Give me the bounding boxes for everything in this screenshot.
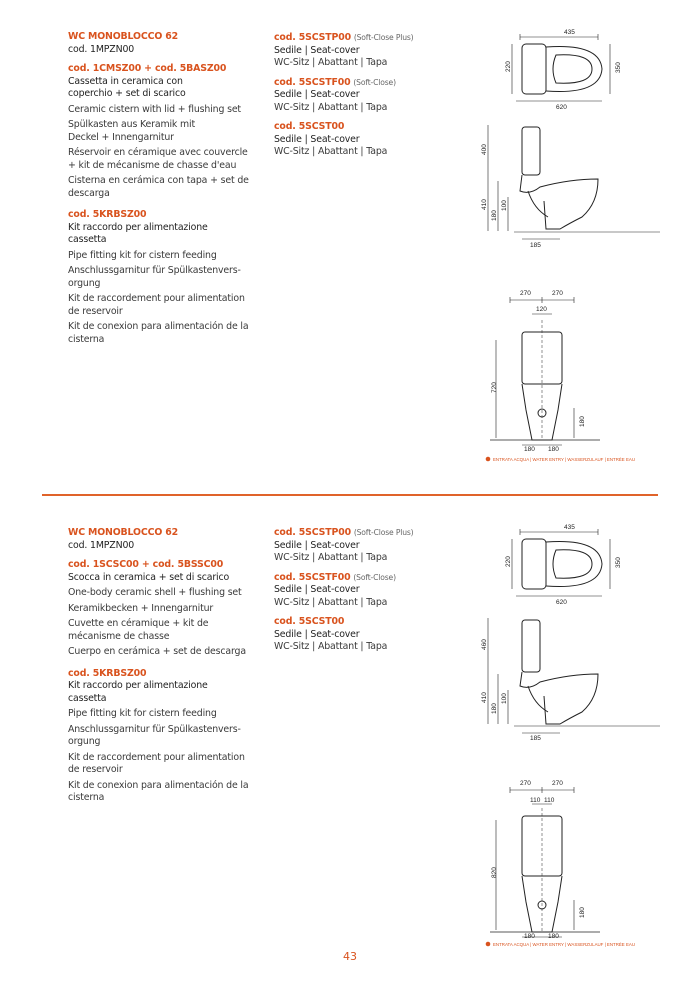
dim-side-h1: 460 (481, 639, 488, 650)
seat3-line2: WC-Sitz | Abattant | Tapa (274, 146, 388, 157)
dim-front-m1: 110 (530, 797, 541, 804)
item1-code: cod. 1SCSC00 + cod. 5BSSC00 (68, 559, 224, 570)
item2-desc-en: Pipe fitting kit for cistern feeding (68, 249, 217, 261)
dim-front-b1: 180 (524, 446, 535, 453)
seat2-note: (Soft-Close) (353, 77, 396, 87)
seat3-line2: WC-Sitz | Abattant | Tapa (274, 641, 388, 652)
seat1-note: (Soft-Close Plus) (353, 33, 414, 42)
seat2-code: cod. 5SCSTF00 (274, 571, 351, 583)
seat1-code: cod. 5SCSTP00 (274, 32, 351, 43)
dim-front-b2: 180 (548, 933, 559, 940)
item1-desc-fr-2: mécanisme de chasse (68, 630, 170, 642)
side-view (488, 125, 660, 239)
water-entry-icon (486, 942, 491, 947)
item2-desc-de-1: Anschlussgarnitur für Spülkastenvers- (68, 265, 241, 276)
dim-front-b2: 180 (548, 446, 559, 453)
item1-desc-fr-1: Cuvette en céramique + kit de (68, 618, 209, 629)
seat1-note: (Soft-Close Plus) (353, 528, 414, 537)
item2-desc-fr-2: de reservoir (68, 764, 123, 775)
seat2-line1: Sedile | Seat-cover (274, 89, 360, 100)
item1-desc-es-2: descarga (68, 187, 110, 199)
dim-top-left: 220 (505, 556, 512, 567)
seat1-line1: Sedile | Seat-cover (274, 44, 360, 56)
legend-water-entry: ENTRATA ACQUA | WATER ENTRY | WASSERZULAUF | ENTRÉE EAU (493, 942, 635, 947)
dim-front-m2: 110 (544, 797, 555, 804)
water-entry-icon (486, 457, 491, 462)
seat1-line2: WC-Sitz | Abattant | Tapa (274, 552, 388, 563)
item2-desc-es-2: cisterna (68, 792, 105, 803)
dim-top-left: 220 (505, 61, 512, 72)
dim-side-h4: 100 (501, 200, 508, 211)
product-code: cod. 1MPZN00 (68, 539, 135, 551)
item2-desc-fr-1: Kit de raccordement pour alimentation (68, 751, 245, 763)
item2-desc-es-1: Kit de conexion para alimentación de la (68, 779, 249, 791)
item2-desc-de-1: Anschlussgarnitur für Spülkastenvers- (68, 723, 241, 735)
dim-front-side: 180 (579, 416, 586, 427)
dim-top-bottom: 620 (556, 599, 567, 606)
dim-top-bottom: 620 (556, 104, 567, 111)
item1-desc-it-1: Cassetta in ceramica con (68, 75, 183, 87)
seat3-line1: Sedile | Seat-cover (274, 133, 360, 145)
seat3-line1: Sedile | Seat-cover (274, 628, 360, 640)
item2-desc-fr-1: Kit de raccordement pour alimentation (68, 293, 245, 304)
dim-front-side: 180 (579, 907, 586, 918)
dim-side-w: 185 (530, 735, 541, 742)
item2-desc-de-2: orgung (68, 277, 101, 289)
dim-top-right: 350 (615, 557, 622, 568)
top-view (512, 34, 610, 101)
dim-front-h: 820 (491, 867, 498, 878)
item2-desc-it-2: cassetta (68, 234, 107, 245)
item1-desc-it-2: coperchio + set di scarico (68, 88, 186, 99)
item2-desc-de-2: orgung (68, 736, 101, 747)
item2-desc-it-1: Kit raccordo per alimentazione (68, 680, 208, 691)
item2-desc-it-2: cassetta (68, 692, 107, 704)
item2-desc-fr-2: de reservoir (68, 305, 123, 317)
dim-side-h3: 180 (491, 703, 498, 714)
seat1-code: cod. 5SCSTP00 (274, 527, 351, 538)
item1-desc-fr-1: Réservoir en céramique avec couvercle (68, 147, 248, 158)
item2-desc-en: Pipe fitting kit for cistern feeding (68, 708, 217, 719)
dim-side-h3: 180 (491, 210, 498, 221)
item2-desc-es-1: Kit de conexion para alimentación de la (68, 321, 249, 332)
seat3-code: cod. 5SCST00 (274, 616, 345, 627)
dim-top-right: 350 (615, 62, 622, 73)
technical-drawing-2 (470, 520, 670, 950)
section-divider (42, 494, 658, 496)
dim-side-h4: 100 (501, 693, 508, 704)
item2-desc-it-1: Kit raccordo per alimentazione (68, 221, 208, 233)
dim-front-w2: 270 (552, 290, 563, 297)
technical-drawing-1 (470, 25, 670, 470)
dim-top-width: 435 (564, 29, 575, 36)
item1-desc-fr-2: + kit de mécanisme de chasse d'eau (68, 159, 237, 171)
seat2-line1: Sedile | Seat-cover (274, 584, 360, 595)
product-title: WC MONOBLOCCO 62 (68, 31, 178, 42)
seat1-line1: Sedile | Seat-cover (274, 539, 360, 551)
seat2-note: (Soft-Close) (353, 572, 396, 582)
dim-front-w1: 270 (520, 780, 531, 787)
item1-desc-de-1: Spülkasten aus Keramik mit (68, 119, 195, 130)
dim-side-h2: 410 (481, 199, 488, 210)
page-number: 43 (343, 950, 357, 963)
item1-desc-en: One-body ceramic shell + flushing set (68, 587, 242, 598)
dim-front-w1: 270 (520, 290, 531, 297)
item2-desc-es-2: cisterna (68, 333, 105, 345)
dim-side-w: 185 (530, 242, 541, 249)
item1-desc-en: Ceramic cistern with lid + flushing set (68, 103, 241, 115)
legend-water-entry: ENTRATA ACQUA | WATER ENTRY | WASSERZULAUF | ENTRÉE EAU (493, 457, 635, 462)
seat2-code: cod. 5SCSTF00 (274, 76, 351, 88)
item2-code: cod. 5KRBSZ00 (68, 667, 147, 679)
item1-desc-es-1: Cisterna en cerámica con tapa + set de (68, 175, 249, 186)
dim-side-h1: 400 (481, 144, 488, 155)
item1-desc-de: Keramikbecken + Innengarnitur (68, 602, 214, 614)
seat1-line2: WC-Sitz | Abattant | Tapa (274, 57, 388, 68)
item1-desc-it: Scocca in ceramica + set di scarico (68, 571, 230, 583)
side-view (488, 618, 660, 733)
dim-front-mid: 120 (536, 306, 547, 313)
seat3-code: cod. 5SCST00 (274, 121, 345, 132)
dim-front-w2: 270 (552, 780, 563, 787)
seat2-line2: WC-Sitz | Abattant | Tapa (274, 101, 388, 113)
dim-front-h: 720 (491, 382, 498, 393)
item1-desc-de-2: Deckel + Innengarnitur (68, 131, 174, 143)
product-code: cod. 1MPZN00 (68, 43, 135, 55)
item1-code: cod. 1CMSZ00 + cod. 5BASZ00 (68, 63, 227, 74)
top-view (512, 529, 610, 596)
dim-front-b1: 180 (524, 933, 535, 940)
dim-top-width: 435 (564, 524, 575, 531)
dim-side-h2: 410 (481, 692, 488, 703)
product-title: WC MONOBLOCCO 62 (68, 527, 178, 538)
seat2-line2: WC-Sitz | Abattant | Tapa (274, 596, 388, 608)
item1-desc-es: Cuerpo en cerámica + set de descarga (68, 646, 246, 657)
item2-code: cod. 5KRBSZ00 (68, 209, 147, 220)
